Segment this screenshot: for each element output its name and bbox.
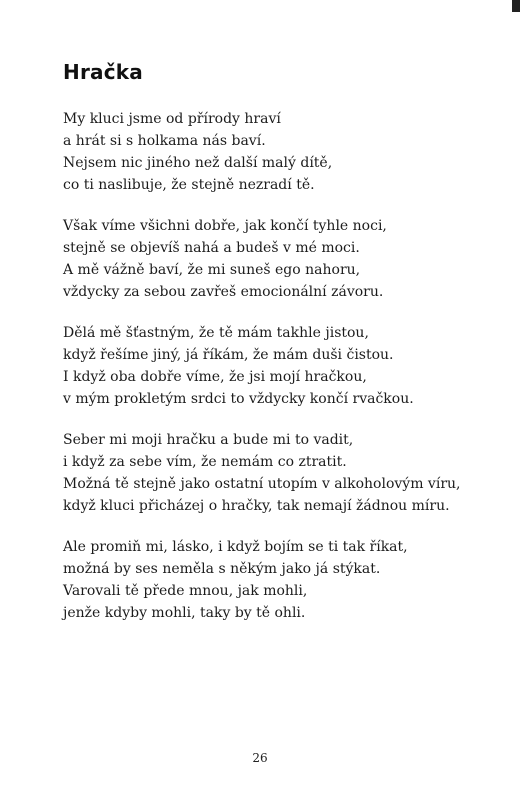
poem-line: Nejsem nic jiného než další malý dítě,: [63, 155, 333, 171]
poem-line: Dělá mě šťastným, že tě mám takhle jistou,: [63, 325, 369, 341]
poem-line: když řešíme jiný, já říkám, že mám duši čistou.: [63, 347, 394, 363]
poem-line: v mým prokletým srdci to vždycky končí rvačkou.: [63, 391, 414, 407]
poem-title: Hračka: [63, 60, 143, 84]
poem-line: Seber mi moji hračku a bude mi to vadit,: [63, 432, 354, 448]
stanza-1: [63, 108, 483, 196]
poem-line: A mě vážně baví, že mi suneš ego nahoru,: [63, 262, 361, 278]
stanza-5: [63, 536, 483, 624]
poem-line: stejně se objevíš nahá a budeš v mé moci.: [63, 240, 360, 256]
page-body: [63, 60, 483, 643]
poem-line: My kluci jsme od přírody hraví: [63, 111, 281, 127]
poem-line: Však víme všichni dobře, jak končí tyhle noci,: [63, 218, 387, 234]
poem-line: co ti naslibuje, že stejně nezradí tě.: [63, 177, 315, 193]
poem-line: Varovali tě přede mnou, jak mohli,: [63, 583, 308, 599]
poem-line: i když za sebe vím, že nemám co ztratit.: [63, 454, 347, 470]
stanza-4: [63, 429, 483, 517]
poem-line: možná by ses neměla s někým jako já stýkat.: [63, 561, 381, 577]
poem-line: Možná tě stejně jako ostatní utopím v alkoholovým víru,: [63, 476, 461, 492]
stanza-3: [63, 322, 483, 410]
poem-line: když kluci přicházej o hračky, tak nemají žádnou míru.: [63, 498, 450, 514]
poem-line: Ale promiň mi, lásko, i když bojím se ti tak říkat,: [63, 539, 408, 555]
page-number: 26: [252, 751, 268, 765]
poem-line: I když oba dobře víme, že jsi mojí hračkou,: [63, 369, 367, 385]
stanza-2: [63, 215, 483, 303]
corner-mark: [512, 0, 520, 12]
poem-line: vždycky za sebou zavřeš emocionální závoru.: [63, 284, 384, 300]
poem-line: a hrát si s holkama nás baví.: [63, 133, 266, 149]
poem-line: jenže kdyby mohli, taky by tě ohli.: [63, 605, 306, 621]
